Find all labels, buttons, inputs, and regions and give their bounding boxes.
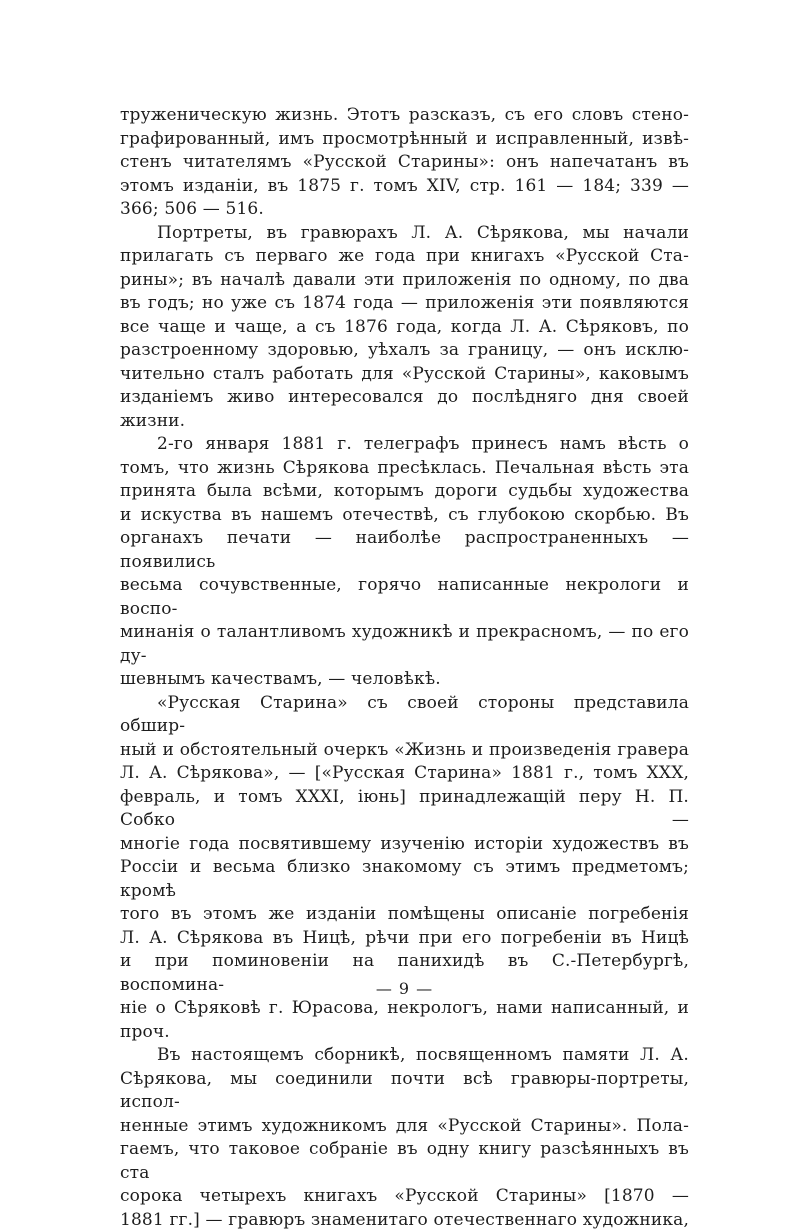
- page-number: — 9 —: [120, 979, 689, 998]
- text-line: Л. А. Сѣрякова въ Ницѣ, рѣчи при его погребеніи въ Ницѣ: [120, 927, 689, 951]
- text-line: въ годъ; но уже съ 1874 года — приложенія эти появляются: [120, 292, 689, 316]
- text-line: этомъ изданіи, въ 1875 г. томъ XIV, стр. 161 — 184; 339 —: [120, 175, 689, 199]
- text-line: шевнымъ качествамъ, — человѣкѣ.: [120, 668, 689, 692]
- text-line: графированный, имъ просмотрѣнный и исправленный, извѣ-: [120, 128, 689, 152]
- text-line: Въ настоящемъ сборникѣ, посвященномъ памяти Л. А.: [120, 1044, 689, 1068]
- text-line: Сѣрякова, мы соединили почти всѣ гравюры-портреты, испол-: [120, 1068, 689, 1115]
- text-line: томъ, что жизнь Сѣрякова пресѣклась. Печальная вѣсть эта: [120, 457, 689, 481]
- text-line: принята была всѣми, которымъ дороги судьбы художества: [120, 480, 689, 504]
- paragraph: [120, 1044, 689, 1232]
- text-line: того въ этомъ же изданіи помѣщены описаніе погребенія: [120, 903, 689, 927]
- text-line: и при поминовеніи на панихидѣ въ С.-Петербургѣ, воспомина-: [120, 950, 689, 997]
- text-line: весьма сочувственные, горячо написанные некрологи и воспо-: [120, 574, 689, 621]
- text-line: 1881 гг.] — гравюръ знаменитаго отечественнаго художника,: [120, 1209, 689, 1232]
- text-line: органахъ печати — наиболѣе распространенныхъ — появились: [120, 527, 689, 574]
- text-line: прилагать съ перваго же года при книгахъ «Русской Ста-: [120, 245, 689, 269]
- text-line: минанія о талантливомъ художникѣ и прекрасномъ, — по его ду-: [120, 621, 689, 668]
- text-line: ніе о Сѣряковѣ г. Юрасова, некрологъ, нами написанный, и проч.: [120, 997, 689, 1044]
- text-block: [120, 104, 689, 1232]
- text-line: «Русская Старина» съ своей стороны представила обшир-: [120, 692, 689, 739]
- text-line: изданіемъ живо интересовался до послѣдняго дня своей жизни.: [120, 386, 689, 433]
- text-line: 2-го января 1881 г. телеграфъ принесъ намъ вѣсть о: [120, 433, 689, 457]
- text-line: сорока четырехъ книгахъ «Русской Старины» [1870 —: [120, 1185, 689, 1209]
- text-line: чительно сталъ работать для «Русской Старины», каковымъ: [120, 363, 689, 387]
- text-line: разстроенному здоровью, уѣхалъ за границу, — онъ исклю-: [120, 339, 689, 363]
- text-line: Л. А. Сѣрякова», — [«Русская Старина» 1881 г., томъ XXX,: [120, 762, 689, 786]
- paragraph: [120, 104, 689, 222]
- text-line: и искуства въ нашемъ отечествѣ, съ глубокою скорбью. Въ: [120, 504, 689, 528]
- text-line: ный и обстоятельный очеркъ «Жизнь и произведенія гравера: [120, 739, 689, 763]
- text-line: труженическую жизнь. Этотъ разсказъ, съ его словъ стено-: [120, 104, 689, 128]
- text-line: Россіи и весьма близко знакомому съ этимъ предметомъ; кромѣ: [120, 856, 689, 903]
- text-line: рины»; въ началѣ давали эти приложенія по одному, по два: [120, 269, 689, 293]
- text-line: 366; 506 — 516.: [120, 198, 689, 222]
- paragraph: [120, 222, 689, 434]
- text-line: ненные этимъ художникомъ для «Русской Старины». Пола-: [120, 1115, 689, 1139]
- text-line: многіе года посвятившему изученію исторіи художествъ въ: [120, 833, 689, 857]
- text-line: стенъ читателямъ «Русской Старины»: онъ напечатанъ въ: [120, 151, 689, 175]
- text-line: февраль, и томъ XXXI, іюнь] принадлежащій перу Н. П. Собко —: [120, 786, 689, 833]
- text-line: все чаще и чаще, а съ 1876 года, когда Л. А. Сѣряковъ, по: [120, 316, 689, 340]
- text-line: гаемъ, что таковое собраніе въ одну книгу разсѣянныхъ въ ста: [120, 1138, 689, 1185]
- paragraph: [120, 433, 689, 692]
- text-line: Портреты, въ гравюрахъ Л. А. Сѣрякова, мы начали: [120, 222, 689, 246]
